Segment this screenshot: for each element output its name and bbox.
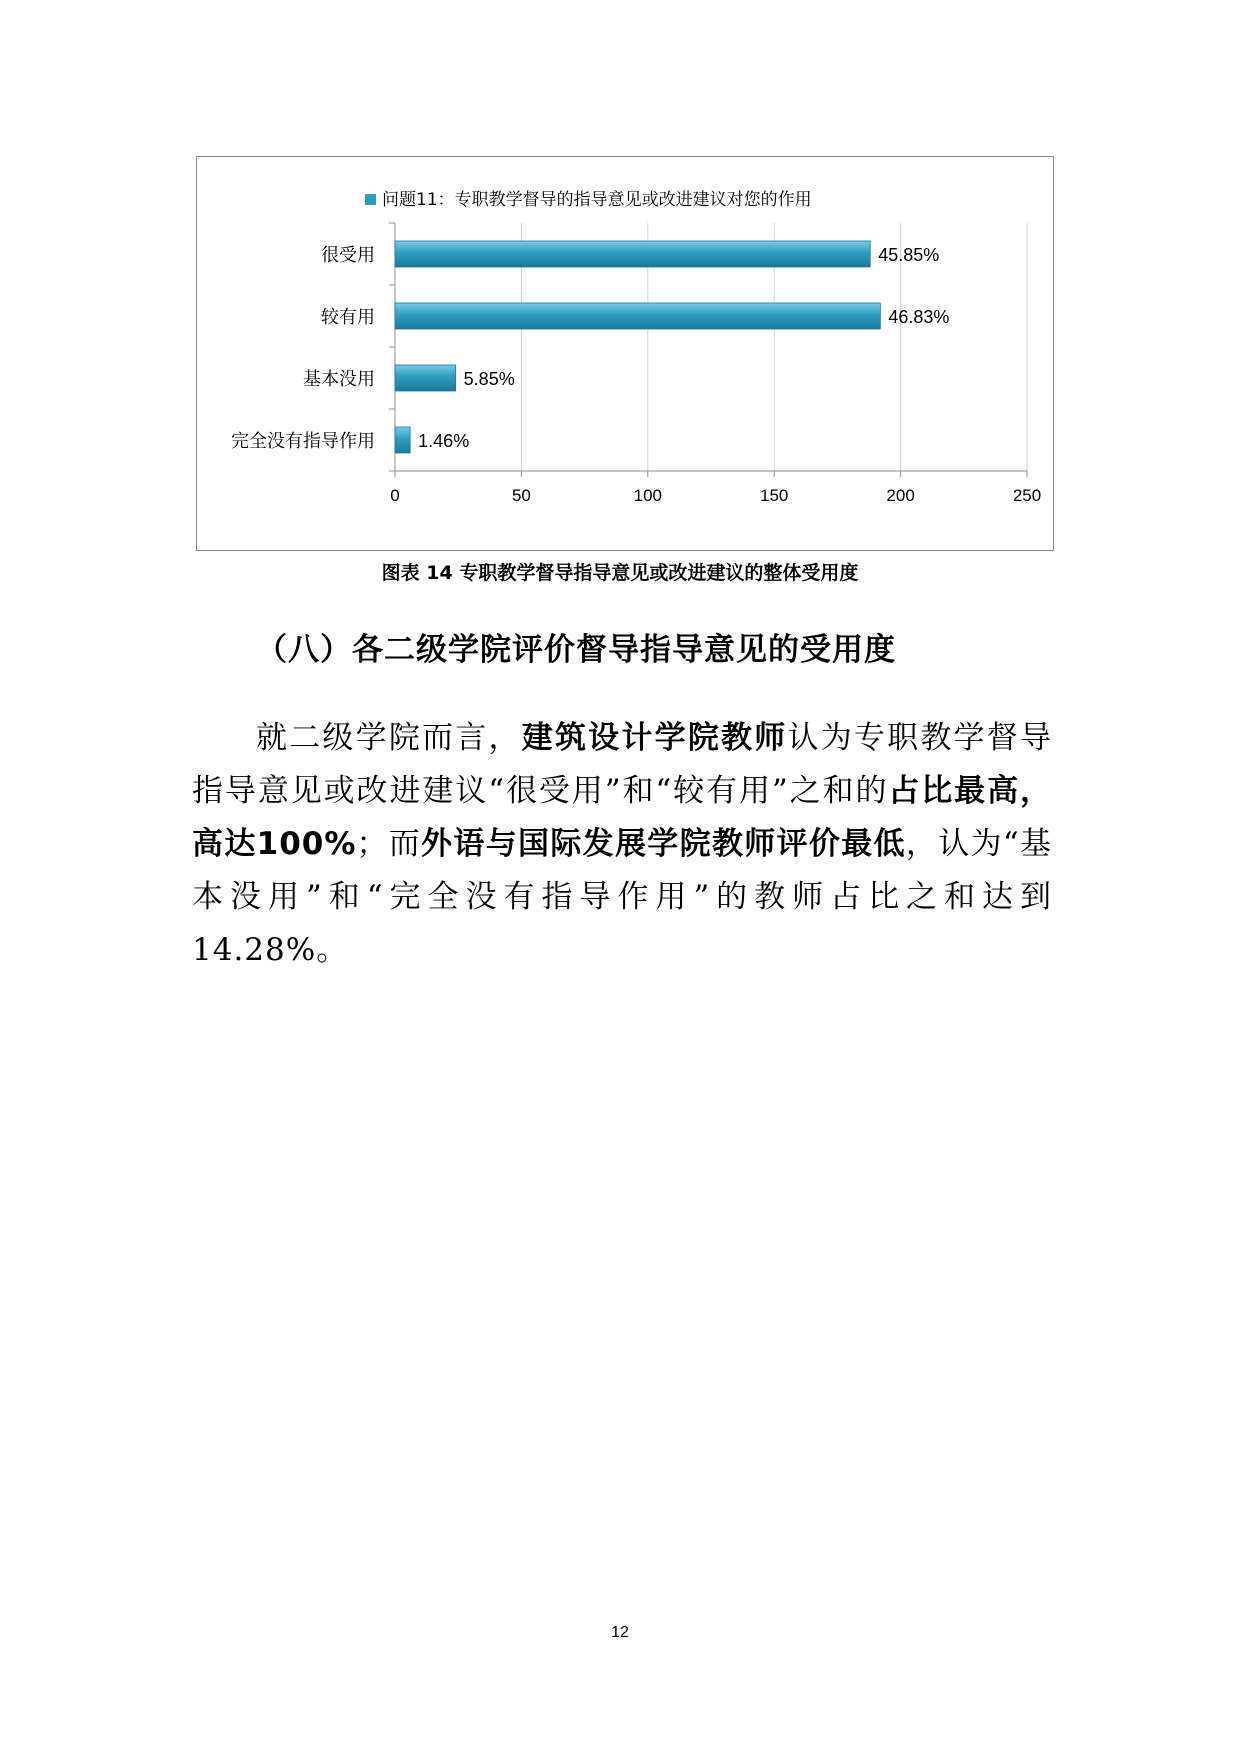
bar: [395, 365, 456, 391]
x-tick-label: 50: [511, 486, 531, 505]
paragraph-text: 认为专职教学督导指导意见或改进建议“很受用”和“较有用”之和的: [192, 720, 1053, 809]
category-label: 完全没有指导作用: [231, 431, 375, 452]
paragraph-text: 就二级学院而言，: [256, 720, 522, 756]
paragraph-text: ，认为“基本没用”和“完全没有指导作用”的教师占比之和达到14.28%。: [192, 826, 1053, 968]
x-tick-label: 200: [886, 486, 915, 505]
paragraph-text: ；而: [356, 826, 422, 862]
category-label: 基本没用: [303, 369, 375, 390]
emphasis-text: 外语与国际发展学院教师评价最低: [421, 826, 906, 862]
section-heading: （八）各二级学院评价督导指导意见的受用度: [256, 632, 896, 668]
chart-caption: 图表 14 专职教学督导指导意见或改进建议的整体受用度: [381, 562, 859, 584]
x-tick-label: 0: [390, 486, 400, 505]
category-label: 很受用: [321, 245, 375, 266]
body-paragraph: [192, 712, 1052, 977]
x-tick-label: 250: [1012, 486, 1042, 505]
bar: [395, 427, 410, 453]
legend-label: 问题11：专职教学督导的指导意见或改进建议对您的作用: [382, 190, 812, 210]
bar: [395, 241, 870, 267]
bar: [395, 303, 880, 329]
bar-chart: [196, 156, 1054, 551]
data-label: 1.46%: [418, 431, 470, 451]
legend-swatch: [365, 194, 376, 205]
data-label: 46.83%: [888, 307, 950, 327]
page-number: 12: [611, 1624, 629, 1641]
category-label: 较有用: [321, 307, 375, 328]
data-label: 45.85%: [878, 245, 940, 265]
emphasis-text: 占比最高，高达100%: [192, 773, 1053, 862]
x-tick-label: 100: [633, 486, 662, 505]
chart-canvas: [197, 157, 1055, 552]
emphasis-text: 建筑设计学院教师: [521, 720, 788, 756]
data-label: 5.85%: [463, 369, 515, 389]
x-tick-label: 150: [760, 486, 789, 505]
